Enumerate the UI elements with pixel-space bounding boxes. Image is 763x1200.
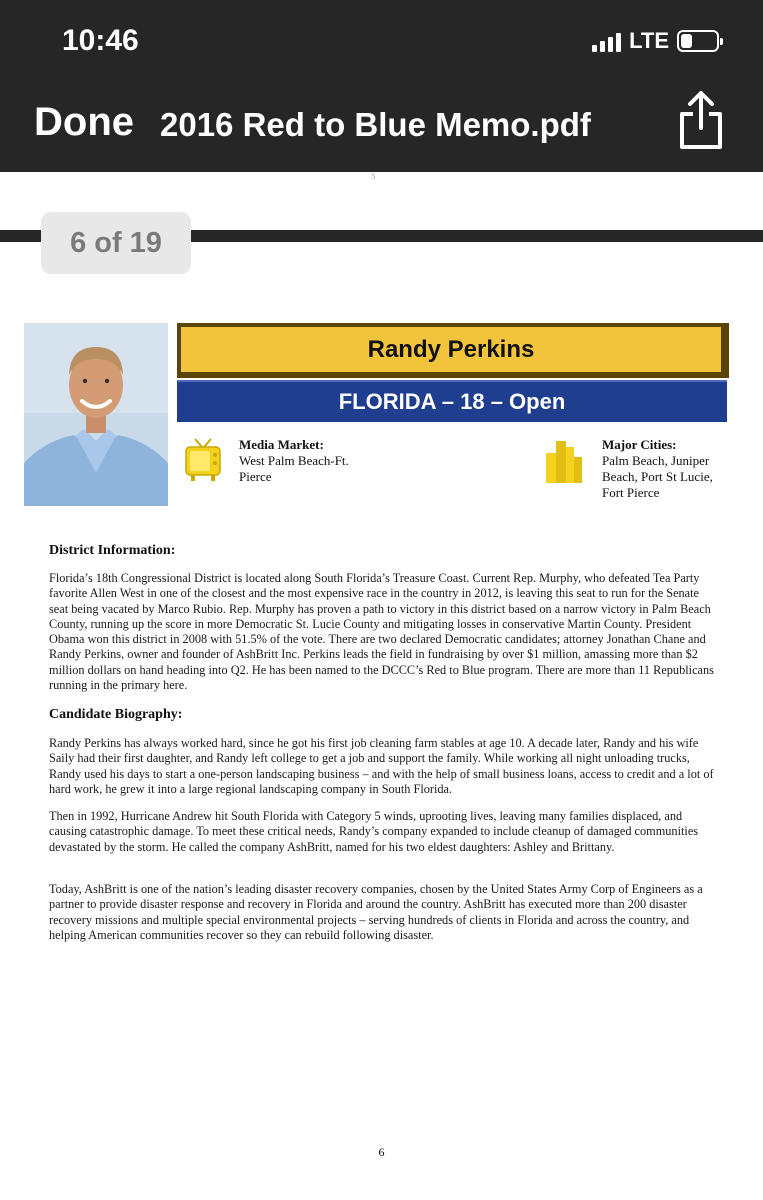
network-label: LTE	[629, 28, 669, 53]
television-icon	[185, 437, 221, 483]
biography-paragraph-3: Today, AshBritt is one of the nation’s leading disaster recovery companies, chosen by the United States Army Corp of Engineers as a partner to provide disaster response and recovery in Florida and around the country. AshBritt has executed more than 200 disaster recovery missions and multiple special environmental projects – serving hundreds of clients in Florida and across the country, and helping American communities recover so they can rebuild following disaster.	[49, 882, 703, 942]
city-buildings-icon	[544, 437, 584, 483]
district-banner: FLORIDA – 18 – Open	[177, 380, 727, 422]
major-cities-value: Palm Beach, Juniper Beach, Port St Lucie, Fort Pierce	[602, 453, 713, 500]
district-heading: District Information:	[49, 543, 176, 558]
candidate-name-banner	[177, 323, 729, 378]
app-chrome	[0, 0, 763, 172]
share-icon[interactable]	[676, 90, 726, 150]
page-indicator: 6 of 19	[41, 212, 191, 274]
status-indicators	[592, 28, 719, 54]
biography-paragraph-2: Then in 1992, Hurricane Andrew hit South Florida with Category 5 winds, uprooting lives, leaving many families displaced, and causing catastrophic damage. To meet these critical needs, Randy’s company expanded to include cleanup of damaged communities devastated by the storm. He called the company AshBritt, named for his two eldest daughters: Ashley and Brittany.	[49, 809, 699, 854]
document-title: 2016 Red to Blue Memo.pdf	[160, 106, 591, 143]
biography-paragraph-1: Randy Perkins has always worked hard, since he got his first job cleaning farm stables at age 10. A decade later, Randy and his wife Saily had their first daughter, and Randy left college to get a job and support the family. While working all night unloading trucks, Randy used his days to start a one-person landscaping business – and with the help of small business loans, access to credit and a lot of hard work, he grew it into a large regional landscaping company in South Florida.	[49, 736, 714, 796]
page-number: 6	[378, 1145, 385, 1159]
major-cities-label: Major Cities:	[602, 437, 677, 452]
signal-icon	[592, 30, 621, 52]
media-market-value: West Palm Beach-Ft. Pierce	[239, 453, 349, 484]
media-market-label: Media Market:	[239, 437, 324, 452]
battery-icon	[677, 30, 719, 52]
done-button[interactable]: Done	[34, 100, 134, 144]
previous-page-number: 5	[371, 172, 376, 181]
biography-heading: Candidate Biography:	[49, 707, 183, 722]
status-time: 10:46	[62, 24, 139, 57]
candidate-name: Randy Perkins	[181, 327, 721, 372]
district-paragraph: Florida’s 18th Congressional District is located along South Florida’s Treasure Coast. Current Rep. Murphy, who defeated Tea Party favorite Allen West in one of the closest and the most expensive race in the country in 2012, is leaving this seat to run for the Senate seat being vacated by Marco Rubio. Rep. Murphy has proven a path to victory in this district based on a narrow victory in Palm Beach County, running up the score in more Democratic St. Lucie County and mitigating losses in conservative Martin County. President Obama won this district in 2008 with 51.5% of the vote. There are two declared Democratic candidates; attorney Jonathan Chane and Randy Perkins, owner and founder of AshBritt Inc. Perkins leads the field in fundraising by over $1 million, amassing more than $2 million dollars on hand heading into Q2. He has been named to the DCCC’s Red to Blue program. There are more than 11 Republicans running in the primary here.	[49, 571, 714, 693]
candidate-photo	[24, 323, 168, 506]
